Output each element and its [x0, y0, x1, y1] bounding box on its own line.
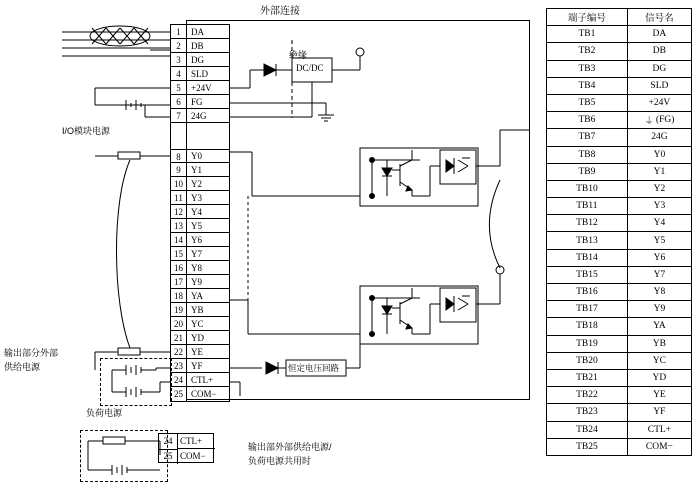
table-row — [547, 129, 692, 146]
mini-terminal-number-24: 24 — [159, 434, 178, 450]
terminal-number: 17 — [171, 275, 187, 288]
terminal-number: 19 — [171, 303, 187, 316]
terminal-number: 16 — [171, 261, 187, 274]
output-ext-power-label-line1: 输出部分外部 — [4, 348, 59, 358]
terminal-label: Y2 — [191, 178, 202, 189]
header-terminal-number: 端子编号 — [547, 9, 628, 26]
cell-signal-name: Y0 — [627, 146, 691, 163]
cell-terminal-number: TB12 — [547, 215, 628, 232]
shared-note-line2: 负荷电源共用时 — [248, 456, 312, 466]
cell-signal-name: YB — [627, 335, 691, 352]
cell-terminal-number: TB6 — [547, 112, 628, 129]
terminal-label: Y5 — [191, 220, 202, 231]
terminal-label: 24G — [191, 110, 207, 121]
mini-terminal-label-com: COM− — [180, 451, 206, 461]
terminal-number: 9 — [171, 163, 187, 176]
cell-signal-name: SLD — [627, 77, 691, 94]
cell-signal-name: Y8 — [627, 284, 691, 301]
terminal-number: 11 — [171, 191, 187, 204]
cell-signal-name: DB — [627, 43, 691, 60]
terminal-number: 1 — [171, 25, 187, 38]
terminal-number: 3 — [171, 53, 187, 66]
table-row — [547, 249, 692, 266]
terminal-number: 12 — [171, 205, 187, 218]
cell-signal-name: 24G — [627, 129, 691, 146]
table-row — [547, 112, 692, 129]
cell-terminal-number: TB9 — [547, 163, 628, 180]
mini-terminal-label-ctl: CTL+ — [177, 434, 215, 449]
constant-voltage-label: 恒定电压回路 — [288, 363, 340, 373]
io-power-label: I/O模块电源 — [62, 126, 111, 136]
terminal-number: 25 — [171, 387, 187, 401]
terminal-label: Y4 — [191, 206, 202, 217]
terminal-number: 5 — [171, 81, 187, 94]
cell-terminal-number: TB11 — [547, 198, 628, 215]
terminal-label: FG — [191, 96, 203, 107]
table-row — [547, 421, 692, 438]
terminal-label: YF — [191, 360, 203, 371]
terminal-label: YE — [191, 346, 203, 357]
terminal-label: Y7 — [191, 248, 202, 259]
header-signal-name: 信号名 — [627, 9, 691, 26]
mini-terminal-number-25: 25 — [159, 449, 178, 464]
terminal-label: DA — [191, 26, 204, 37]
cell-terminal-number: TB19 — [547, 335, 628, 352]
table-row — [547, 215, 692, 232]
table-row — [547, 369, 692, 386]
table-row — [547, 387, 692, 404]
mini-terminal-strip — [158, 433, 214, 463]
terminal-number: 2 — [171, 39, 187, 52]
terminal-number: 24 — [171, 373, 187, 386]
cell-terminal-number: TB20 — [547, 352, 628, 369]
cell-terminal-number: TB2 — [547, 43, 628, 60]
cell-terminal-number: TB13 — [547, 232, 628, 249]
table-row — [547, 352, 692, 369]
terminal-number: 23 — [171, 359, 187, 372]
terminal-number: 7 — [171, 109, 187, 122]
cell-signal-name: Y2 — [627, 180, 691, 197]
terminal-number: 8 — [171, 150, 187, 162]
terminal-label: Y8 — [191, 262, 202, 273]
cell-terminal-number: TB7 — [547, 129, 628, 146]
cell-terminal-number: TB8 — [547, 146, 628, 163]
cell-terminal-number: TB14 — [547, 249, 628, 266]
table-row — [547, 26, 692, 43]
cell-terminal-number: TB3 — [547, 60, 628, 77]
terminal-number: 22 — [171, 345, 187, 358]
cell-signal-name: DA — [627, 26, 691, 43]
table-row — [547, 198, 692, 215]
module-boundary — [186, 20, 530, 400]
terminal-label: YA — [191, 290, 204, 301]
terminal-label: Y3 — [191, 192, 202, 203]
terminal-label: YD — [191, 332, 204, 343]
terminal-number: 6 — [171, 95, 187, 108]
cell-terminal-number: TB23 — [547, 404, 628, 421]
table-row — [547, 438, 692, 455]
table-row — [547, 60, 692, 77]
terminal-label: YB — [191, 304, 204, 315]
shared-note-line1: 输出部外部供给电源/ — [248, 442, 332, 452]
terminal-number: 21 — [171, 331, 187, 344]
terminal-label: COM− — [191, 389, 217, 399]
cell-terminal-number: TB22 — [547, 387, 628, 404]
table-row — [547, 284, 692, 301]
table-row — [547, 94, 692, 111]
cell-terminal-number: TB4 — [547, 77, 628, 94]
cell-signal-name: Y7 — [627, 266, 691, 283]
terminal-number: 14 — [171, 233, 187, 246]
cell-signal-name: YF — [627, 404, 691, 421]
terminal-label: DG — [191, 54, 204, 65]
cell-signal-name: Y1 — [627, 163, 691, 180]
cell-terminal-number: TB10 — [547, 180, 628, 197]
cell-signal-name: ⏚ (FG) — [627, 112, 691, 129]
cell-terminal-number: TB24 — [547, 421, 628, 438]
terminal-label: CTL+ — [191, 374, 214, 385]
terminal-label: DB — [191, 40, 204, 51]
cell-signal-name: COM− — [627, 438, 691, 455]
table-row — [547, 43, 692, 60]
table-row — [547, 335, 692, 352]
load-power-label: 负荷电源 — [86, 408, 123, 418]
table-row — [547, 232, 692, 249]
dcdc-label: DC/DC — [296, 63, 324, 73]
cell-terminal-number: TB5 — [547, 94, 628, 111]
signal-table — [546, 8, 692, 456]
cell-signal-name: Y4 — [627, 215, 691, 232]
external-supply-dashed-box — [100, 358, 172, 406]
terminal-number: 4 — [171, 67, 187, 80]
page-title: 外部连接 — [260, 6, 300, 17]
terminal-label: Y1 — [191, 164, 202, 175]
terminal-number: 10 — [171, 177, 187, 190]
table-row — [547, 163, 692, 180]
cell-signal-name: Y3 — [627, 198, 691, 215]
output-ext-power-label-line2: 供给电源 — [4, 362, 41, 372]
table-row — [547, 318, 692, 335]
cell-signal-name: DG — [627, 60, 691, 77]
insulation-label: 绝缘 — [289, 50, 308, 60]
terminal-label: YC — [191, 318, 204, 329]
cell-terminal-number: TB17 — [547, 301, 628, 318]
table-row — [547, 146, 692, 163]
terminal-label: +24V — [191, 82, 212, 93]
cell-signal-name: YC — [627, 352, 691, 369]
cell-signal-name: YA — [627, 318, 691, 335]
cell-signal-name: Y9 — [627, 301, 691, 318]
shared-supply-dashed-box — [80, 430, 168, 482]
terminal-label: Y9 — [191, 276, 202, 287]
terminal-number: 20 — [171, 317, 187, 330]
cell-signal-name: Y6 — [627, 249, 691, 266]
table-row — [547, 266, 692, 283]
table-row — [547, 301, 692, 318]
cell-terminal-number: TB21 — [547, 369, 628, 386]
table-row — [547, 77, 692, 94]
table-row — [547, 404, 692, 421]
cell-signal-name: YD — [627, 369, 691, 386]
table-row — [547, 180, 692, 197]
terminal-label: Y6 — [191, 234, 202, 245]
terminal-number: 13 — [171, 219, 187, 232]
cell-signal-name: CTL+ — [627, 421, 691, 438]
cell-signal-name: Y5 — [627, 232, 691, 249]
terminal-label: SLD — [191, 68, 209, 79]
table-header-row — [547, 9, 692, 26]
terminal-number: 18 — [171, 289, 187, 302]
cell-terminal-number: TB15 — [547, 266, 628, 283]
cell-signal-name: +24V — [627, 94, 691, 111]
terminal-number: 15 — [171, 247, 187, 260]
cell-terminal-number: TB1 — [547, 26, 628, 43]
terminal-label: Y0 — [191, 151, 202, 161]
cell-terminal-number: TB18 — [547, 318, 628, 335]
cell-terminal-number: TB25 — [547, 438, 628, 455]
cell-signal-name: YE — [627, 387, 691, 404]
cell-terminal-number: TB16 — [547, 284, 628, 301]
